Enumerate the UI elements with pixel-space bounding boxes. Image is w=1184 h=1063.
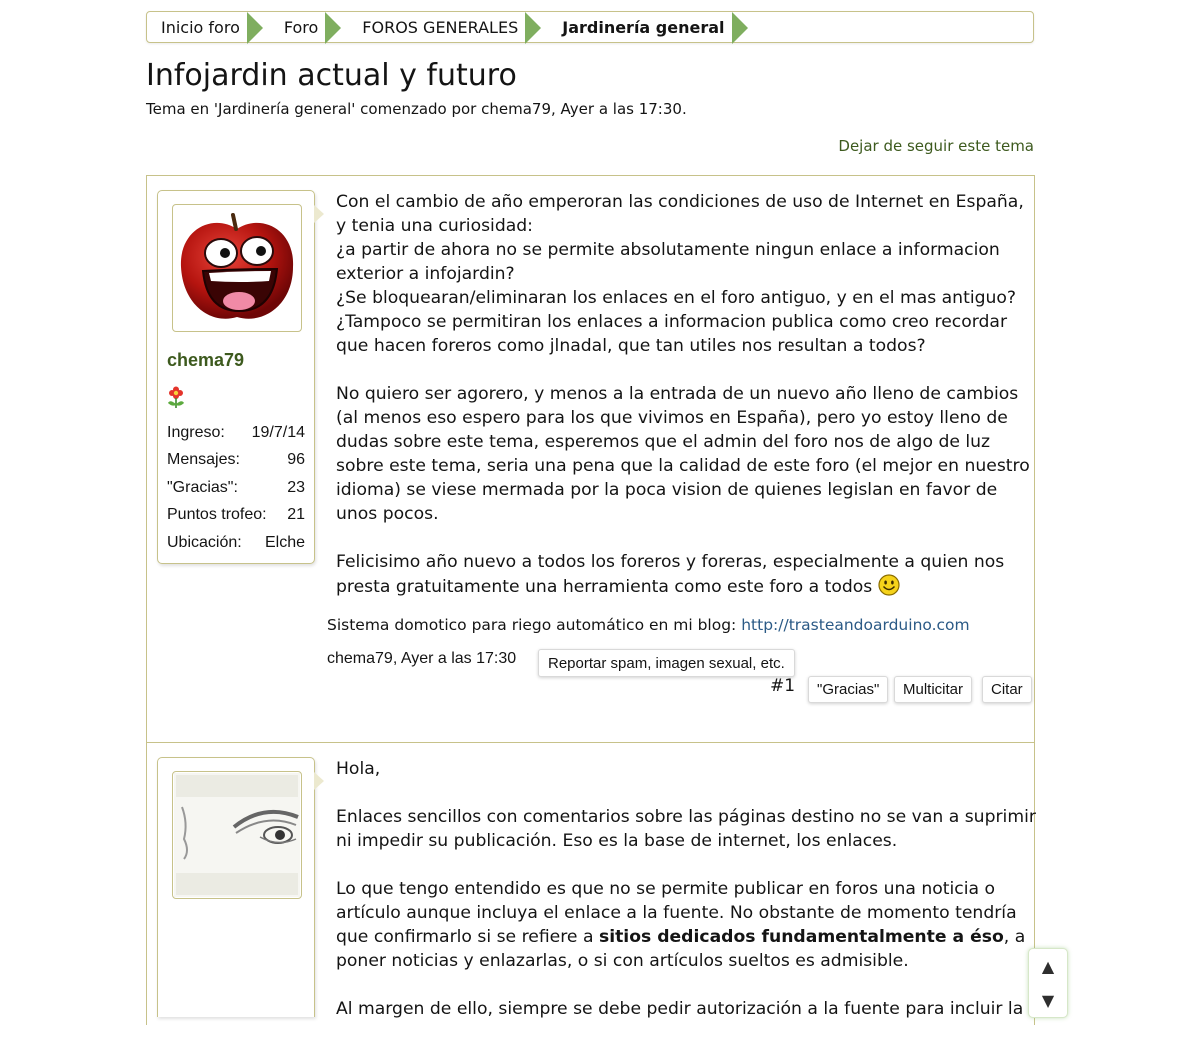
message-paragraph: Con el cambio de año emperoran las condiciones de uso de Internet en España, y tenia una curiosidad: ¿a partir de ahora no se permite absolutamente ningun enlace a informacion exterior a infojardin? ¿Se bloquearan/eliminaran los enlaces en el foro antiguo, y en el mas antiguo? ¿Tampoco se permitiran los enlaces a informacion publica como creo recordar que hacen foreros como jlnadal, que tan utiles nos resultan a todos? xyxy=(336,192,1024,356)
breadcrumb xyxy=(146,11,1034,43)
breadcrumb-arrow-icon xyxy=(247,12,263,44)
signature xyxy=(327,616,970,634)
stat-label: Ingreso: xyxy=(167,423,225,441)
text-span: , a poner noticias y enlazarlas, o si con artículos sueltos es admisible. xyxy=(336,927,1026,971)
avatar[interactable] xyxy=(172,771,302,899)
message-body xyxy=(336,190,1036,599)
flower-rank-icon xyxy=(167,385,185,409)
bold-text: sitios dedicados fundamentalmente a éso xyxy=(598,927,1004,947)
stat-label: "Gracias": xyxy=(167,478,238,496)
stat-joined xyxy=(167,419,305,447)
message-paragraph xyxy=(336,550,1036,599)
breadcrumb-current[interactable] xyxy=(540,12,746,42)
post-2 xyxy=(146,743,1035,1025)
smiley-icon xyxy=(878,574,900,596)
page-title: Infojardin actual y futuro xyxy=(146,58,517,93)
message-paragraph: Hola, xyxy=(336,759,381,779)
message-paragraph: No quiero ser agorero, y menos a la entrada de un nuevo año lleno de cambios (al menos eso espero para los que vivimos en España), pero yo estoy lleno de dudas sobre este tema, esperemos que el admin del foro nos de algo de luz sobre este tema, seria una pena que la calidad de este foro (el mejor en nuestro idioma) se viese mermada por la poca vision de quienes legislan en favor de unos pocos. xyxy=(336,384,1030,524)
quote-button[interactable]: Citar xyxy=(982,676,1032,703)
breadcrumb-arrow-icon xyxy=(325,12,341,44)
user-stats xyxy=(167,419,305,557)
stat-thanks xyxy=(167,474,305,502)
breadcrumb-label: Jardinería general xyxy=(562,17,725,37)
user-card xyxy=(157,190,315,564)
message-paragraph xyxy=(336,877,1036,973)
scroll-control xyxy=(1028,948,1068,1018)
card-pointer xyxy=(314,205,324,223)
breadcrumb-label: Foro xyxy=(283,17,319,37)
signature-link[interactable]: http://trasteandoarduino.com xyxy=(741,616,970,634)
message-body xyxy=(336,757,1036,1045)
stat-messages xyxy=(167,447,305,475)
stat-trophy-points xyxy=(167,502,305,530)
post-1 xyxy=(146,175,1035,743)
message-paragraph: Al margen de ello, siempre se debe pedir autorización a la fuente para incluir la xyxy=(336,999,1024,1019)
stat-label: Puntos trofeo: xyxy=(167,506,267,524)
breadcrumb-general-forums[interactable] xyxy=(340,12,540,42)
breadcrumb-label: FOROS GENERALES xyxy=(362,17,519,37)
multiquote-button[interactable]: Multicitar xyxy=(894,676,972,703)
stat-value: 21 xyxy=(287,506,305,524)
report-button[interactable]: Reportar spam, imagen sexual, etc. xyxy=(538,649,795,677)
eye-sketch-avatar-icon xyxy=(174,773,300,897)
scroll-down-button[interactable]: ▼ xyxy=(1041,990,1055,1010)
closing-text: Felicisimo año nuevo a todos los foreros y foreras, especialmente a quien nos presta gratuitamente una herramienta como este foro a todos xyxy=(336,552,1005,597)
avatar[interactable] xyxy=(172,204,302,332)
post-author-date[interactable]: chema79, Ayer a las 17:30 xyxy=(327,650,517,667)
breadcrumb-forum[interactable] xyxy=(262,12,340,42)
card-pointer xyxy=(314,772,324,790)
breadcrumb-arrow-icon xyxy=(525,12,541,44)
stat-value: 23 xyxy=(287,478,305,496)
username[interactable]: chema79 xyxy=(167,350,245,370)
stat-location xyxy=(167,529,305,557)
message-paragraph: Enlaces sencillos con comentarios sobre las páginas destino no se van a suprimir ni impedir su publicación. Eso es la base de internet, los enlaces. xyxy=(336,807,1036,851)
stat-value: Elche xyxy=(264,533,305,551)
stat-label: Mensajes: xyxy=(167,451,240,469)
user-card xyxy=(157,757,315,1017)
breadcrumb-label: Inicio foro xyxy=(161,17,240,37)
signature-text: Sistema domotico para riego automático en mi blog: xyxy=(327,616,737,634)
breadcrumb-home[interactable] xyxy=(147,12,262,42)
stat-label: Ubicación: xyxy=(167,533,242,551)
stat-value: 96 xyxy=(287,451,305,469)
scroll-up-button[interactable]: ▲ xyxy=(1041,956,1055,976)
thread-description: Tema en 'Jardinería general' comenzado por chema79, Ayer a las 17:30. xyxy=(146,100,687,118)
stat-value: 19/7/14 xyxy=(251,423,305,441)
breadcrumb-arrow-icon xyxy=(732,12,748,44)
post-permalink[interactable]: #1 xyxy=(770,676,796,696)
unfollow-thread-link[interactable]: Dejar de seguir este tema xyxy=(838,137,1034,155)
thanks-button[interactable]: "Gracias" xyxy=(808,676,888,703)
text-span: Lo que tengo entendido es que no se permite publicar en foros una noticia o artículo aunque incluya el enlace a la fuente. No obstante de momento tendría que confirmarlo si se refiere a xyxy=(336,879,1017,947)
apple-avatar-icon xyxy=(173,207,301,329)
